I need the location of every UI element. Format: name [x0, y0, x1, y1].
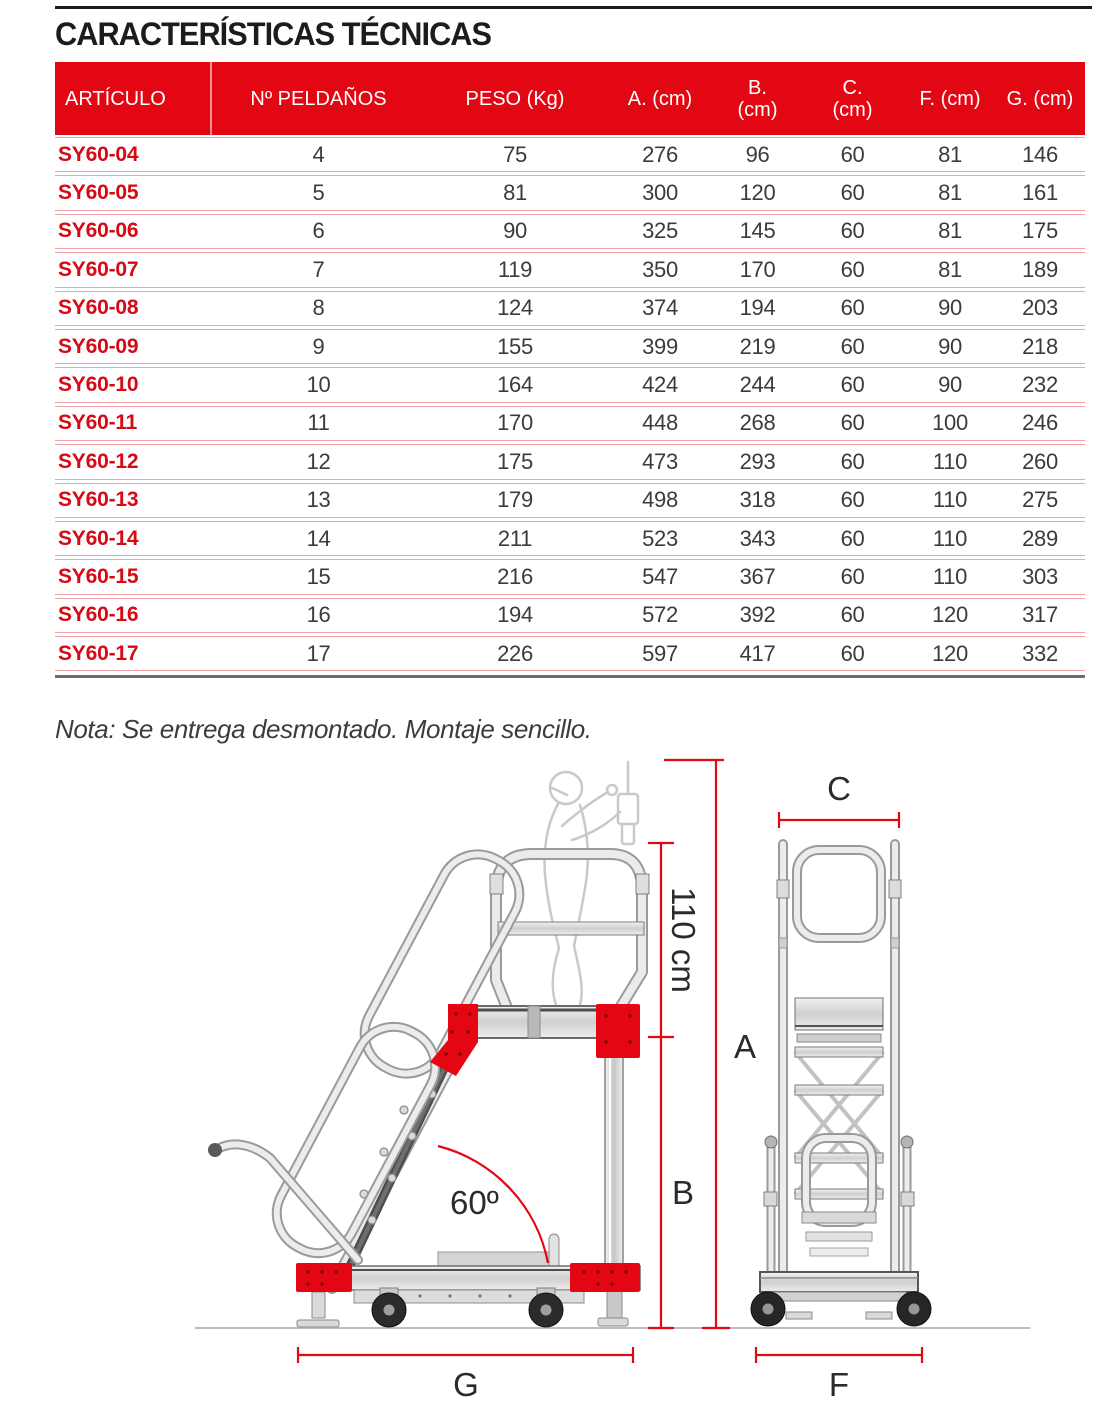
cell-a: 523: [642, 525, 678, 551]
cell-c: 60: [840, 372, 865, 398]
cell-a: 448: [642, 410, 678, 436]
col-header-peldanos: [212, 62, 425, 135]
dim-g-label: G: [453, 1366, 479, 1403]
cell-g: 246: [1022, 410, 1058, 436]
cell-b: 219: [739, 333, 776, 359]
cell-c: 60: [840, 640, 865, 666]
worker-figure: [545, 762, 639, 1008]
table-header: [55, 62, 1085, 135]
cell-g: 289: [1022, 525, 1058, 551]
cell-f: 81: [938, 180, 962, 206]
cell-a: 276: [642, 141, 678, 167]
cell-g: 203: [1022, 295, 1058, 321]
col-header-label: PESO (Kg): [465, 87, 565, 110]
cell-f: 81: [938, 141, 962, 167]
cell-peso: 226: [497, 640, 533, 666]
cell-c: 60: [840, 525, 865, 551]
col-header-label: A. (cm): [627, 87, 693, 110]
cell-a: 300: [642, 180, 678, 206]
cell-b: 367: [739, 563, 776, 589]
cell-articulo: SY60-04: [58, 142, 139, 166]
col-header-label: Nº PELDAÑOS: [250, 87, 387, 110]
cell-articulo: SY60-09: [58, 334, 139, 358]
cell-peldanos: 7: [312, 256, 325, 282]
dim-f-label: F: [828, 1366, 850, 1403]
mast-foot-plate: [598, 1318, 628, 1326]
col-header-label: F. (cm): [919, 87, 981, 110]
cell-articulo: SY60-07: [58, 257, 139, 281]
cell-c: 60: [840, 448, 865, 474]
dim-b-label: B: [672, 1174, 695, 1211]
dim-a-label: A: [734, 1028, 757, 1065]
platform-deck: [476, 1006, 602, 1038]
front-base: [751, 1272, 931, 1326]
cell-peldanos: 15: [306, 563, 331, 589]
col-header-label: (cm): [737, 98, 778, 121]
cell-peldanos: 9: [312, 333, 325, 359]
cell-peldanos: 13: [306, 487, 331, 513]
cell-b: 170: [739, 256, 776, 282]
cell-articulo: SY60-17: [58, 641, 139, 665]
side-view: [208, 762, 649, 1327]
dim-g-line: [298, 1347, 633, 1403]
cell-b: 268: [739, 410, 776, 436]
cell-peldanos: 11: [307, 410, 330, 436]
cell-peldanos: 14: [306, 525, 331, 551]
cell-articulo: SY60-10: [58, 373, 139, 397]
dim-110cm-label: 110 cm: [665, 887, 702, 993]
col-header-label: B.: [748, 76, 767, 99]
cell-peldanos: 17: [306, 640, 331, 666]
col-header-label: C.: [842, 76, 863, 99]
cell-peso: 175: [497, 448, 533, 474]
table-row: [55, 329, 1085, 364]
cell-f: 90: [938, 372, 962, 398]
table-row: [55, 367, 1085, 402]
cell-g: 332: [1022, 640, 1058, 666]
spec-table: [55, 62, 1085, 678]
cell-c: 60: [840, 563, 865, 589]
cell-a: 350: [642, 256, 678, 282]
cell-b: 293: [739, 448, 776, 474]
cell-c: 60: [840, 256, 865, 282]
cell-f: 110: [932, 525, 968, 551]
col-header-g: [995, 62, 1085, 135]
cell-articulo: SY60-14: [58, 526, 139, 550]
cell-b: 244: [739, 372, 776, 398]
col-header-label: ARTÍCULO: [65, 87, 166, 110]
cell-peldanos: 8: [312, 295, 325, 321]
cell-a: 424: [642, 372, 678, 398]
cell-f: 120: [932, 602, 968, 628]
front-inner-handrail-loop: [806, 1138, 872, 1222]
cell-c: 60: [840, 180, 865, 206]
cell-articulo: SY60-13: [58, 488, 139, 512]
cell-c: 60: [840, 295, 865, 321]
cell-a: 498: [642, 487, 678, 513]
cell-c: 60: [840, 141, 865, 167]
table-row: [55, 521, 1085, 556]
cell-peldanos: 12: [306, 448, 331, 474]
cell-articulo: SY60-11: [58, 411, 138, 435]
cell-g: 161: [1022, 180, 1058, 206]
cell-peldanos: 4: [312, 141, 325, 167]
front-view: [751, 844, 931, 1326]
cell-peldanos: 6: [312, 218, 325, 244]
cell-f: 110: [932, 448, 968, 474]
dim-angle: [438, 1146, 548, 1263]
cell-b: 318: [739, 487, 776, 513]
cell-f: 110: [932, 487, 968, 513]
col-header-articulo: [55, 62, 212, 135]
table-row: [55, 406, 1085, 441]
cell-peso: 81: [503, 180, 527, 206]
cell-peso: 119: [497, 256, 533, 282]
cell-a: 399: [642, 333, 678, 359]
cell-peso: 216: [497, 563, 533, 589]
cell-f: 100: [932, 410, 968, 436]
cell-f: 81: [938, 256, 962, 282]
mast-foot: [607, 1288, 622, 1320]
cell-b: 120: [739, 180, 776, 206]
cell-g: 232: [1022, 372, 1058, 398]
col-header-c: [800, 62, 905, 135]
cell-g: 218: [1022, 333, 1058, 359]
cell-peso: 75: [503, 141, 527, 167]
cell-f: 90: [938, 333, 962, 359]
guardrail-midrail: [498, 922, 644, 935]
cell-g: 189: [1022, 256, 1058, 282]
table-row: [55, 598, 1085, 633]
cell-a: 473: [642, 448, 678, 474]
cell-peso: 90: [503, 218, 527, 244]
cell-b: 145: [739, 218, 776, 244]
col-header-label: (cm): [832, 98, 873, 121]
cell-c: 60: [840, 333, 865, 359]
cell-b: 96: [745, 141, 770, 167]
col-header-a: [605, 62, 715, 135]
cell-g: 175: [1022, 218, 1058, 244]
cell-peso: 211: [497, 525, 533, 551]
cell-articulo: SY60-08: [58, 296, 139, 320]
cell-a: 325: [642, 218, 678, 244]
cell-peso: 170: [497, 410, 533, 436]
dim-f-line: [756, 1347, 922, 1403]
table-row: [55, 137, 1085, 172]
table-row: [55, 483, 1085, 518]
cell-g: 317: [1022, 602, 1058, 628]
cell-articulo: SY60-06: [58, 219, 139, 243]
table-row: [55, 636, 1085, 671]
cell-g: 260: [1022, 448, 1058, 474]
cell-c: 60: [840, 410, 865, 436]
cell-peldanos: 5: [312, 180, 325, 206]
stabilizer-foot: [297, 1292, 339, 1327]
table-row: [55, 252, 1085, 287]
table-row: [55, 444, 1085, 479]
cell-peso: 179: [497, 487, 533, 513]
table-row: [55, 559, 1085, 594]
dim-a-line: [664, 760, 756, 1328]
cell-a: 374: [642, 295, 678, 321]
cell-f: 120: [932, 640, 968, 666]
cell-peso: 164: [497, 372, 533, 398]
cell-peldanos: 16: [306, 602, 331, 628]
cell-b: 194: [739, 295, 776, 321]
table-row: [55, 291, 1085, 326]
cell-a: 547: [642, 563, 678, 589]
table-body: [55, 135, 1085, 671]
cell-a: 597: [642, 640, 678, 666]
cell-articulo: SY60-12: [58, 449, 139, 473]
cell-peldanos: 10: [306, 372, 331, 398]
cell-g: 146: [1022, 141, 1058, 167]
col-header-label: G. (cm): [1006, 87, 1074, 110]
col-header-peso: [425, 62, 605, 135]
cell-f: 90: [938, 295, 962, 321]
cell-b: 343: [739, 525, 776, 551]
cell-peso: 155: [497, 333, 533, 359]
col-header-b: [715, 62, 800, 135]
col-header-f: [905, 62, 995, 135]
cell-g: 303: [1022, 563, 1058, 589]
ladder-technical-diagram: [0, 742, 1100, 1422]
page-title: CARACTERÍSTICAS TÉCNICAS: [55, 16, 492, 52]
cell-c: 60: [840, 602, 865, 628]
cell-c: 60: [840, 487, 865, 513]
cell-a: 572: [642, 602, 678, 628]
table-row: [55, 175, 1085, 210]
cell-b: 417: [739, 640, 776, 666]
dim-c-line: [779, 770, 899, 828]
cell-peso: 194: [497, 602, 533, 628]
cell-g: 275: [1022, 487, 1058, 513]
angle-label: 60º: [450, 1184, 499, 1221]
cell-articulo: SY60-15: [58, 564, 139, 588]
cell-peso: 124: [497, 295, 533, 321]
front-top-handrail-loop: [797, 850, 881, 938]
cell-articulo: SY60-05: [58, 181, 139, 205]
dim-110-b-line: [648, 843, 702, 1328]
cell-articulo: SY60-16: [58, 603, 139, 627]
cell-c: 60: [840, 218, 865, 244]
cell-b: 392: [739, 602, 776, 628]
assembly-note: Nota: Se entrega desmontado. Montaje sencillo.: [55, 714, 592, 744]
cell-f: 110: [932, 563, 968, 589]
cell-f: 81: [938, 218, 962, 244]
top-rule: [55, 6, 1092, 9]
table-row: [55, 214, 1085, 249]
dim-c-label: C: [827, 770, 851, 807]
rear-mast: [605, 1038, 623, 1270]
front-backstop-panel: [795, 998, 883, 1042]
